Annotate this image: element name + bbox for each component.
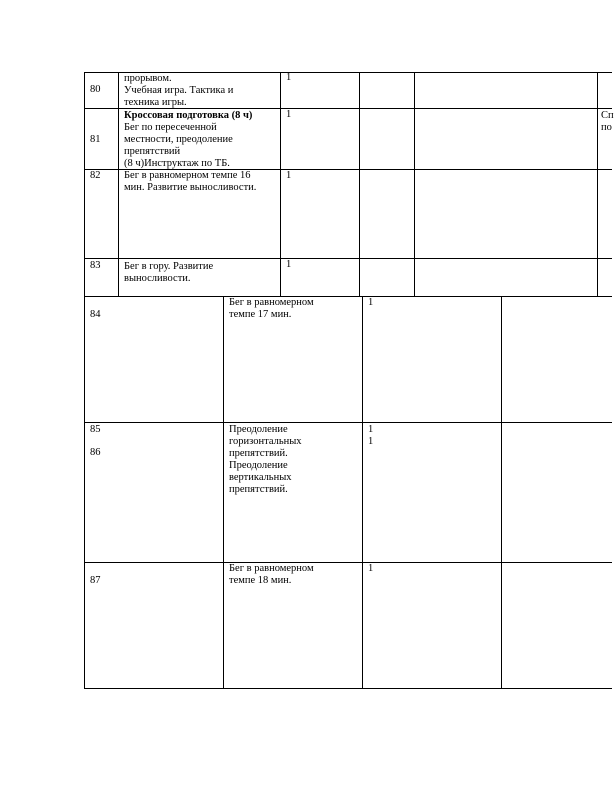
topic-line: техника игры. (124, 97, 187, 108)
topic-line: Бег в равномерном (229, 297, 314, 308)
row-number: 86 (90, 447, 101, 458)
topic-line: (8 ч)Инструктаж по ТБ. (124, 158, 230, 169)
topic-line: Бег в равномерном (229, 563, 314, 574)
topic-line: выносливости. (124, 273, 191, 284)
hours-value: 1 (286, 170, 292, 181)
topic-line: прорывом. (124, 73, 172, 84)
topic-line: Бег по пересеченной (124, 122, 217, 133)
topic-line: горизонтальных (229, 436, 302, 447)
topic-line: Преодоление (229, 460, 288, 471)
hours-value: 1 (368, 563, 374, 574)
cut-off-text: Сп (601, 110, 614, 121)
topic-line: мин. Развитие выносливости. (124, 182, 257, 193)
row-number: 81 (90, 134, 101, 145)
topic-line: темпе 17 мин. (229, 309, 292, 320)
row-number: 80 (90, 84, 101, 95)
topic-line: Бег в гору. Развитие (124, 261, 214, 272)
topic-line: Бег в равномерном темпе 16 (124, 170, 251, 181)
topic-line: темпе 18 мин. (229, 575, 292, 586)
hours-value: 1 (286, 259, 292, 270)
topic-line: препятствий. (229, 484, 288, 495)
topic-line: препятствий. (229, 448, 288, 459)
row-number: 82 (90, 170, 101, 181)
topic-line: местности, преодоление (124, 134, 233, 145)
topic-line: Учебная игра. Тактика и (124, 85, 234, 96)
topic-line: вертикальных (229, 472, 292, 483)
row-number: 84 (90, 309, 101, 320)
row-number: 85 (90, 424, 101, 435)
hours-value: 1 (368, 436, 374, 447)
row-number: 87 (90, 575, 101, 586)
hours-value: 1 (286, 72, 292, 83)
section-title: Кроссовая подготовка (8 ч) (124, 110, 253, 121)
topic-line: Преодоление (229, 424, 288, 435)
cut-off-text: по (601, 122, 612, 133)
hours-value: 1 (286, 109, 292, 120)
row-number: 83 (90, 260, 101, 271)
hours-value: 1 (368, 297, 374, 308)
topic-line: препятствий (124, 146, 181, 157)
hours-value: 1 (368, 424, 374, 435)
